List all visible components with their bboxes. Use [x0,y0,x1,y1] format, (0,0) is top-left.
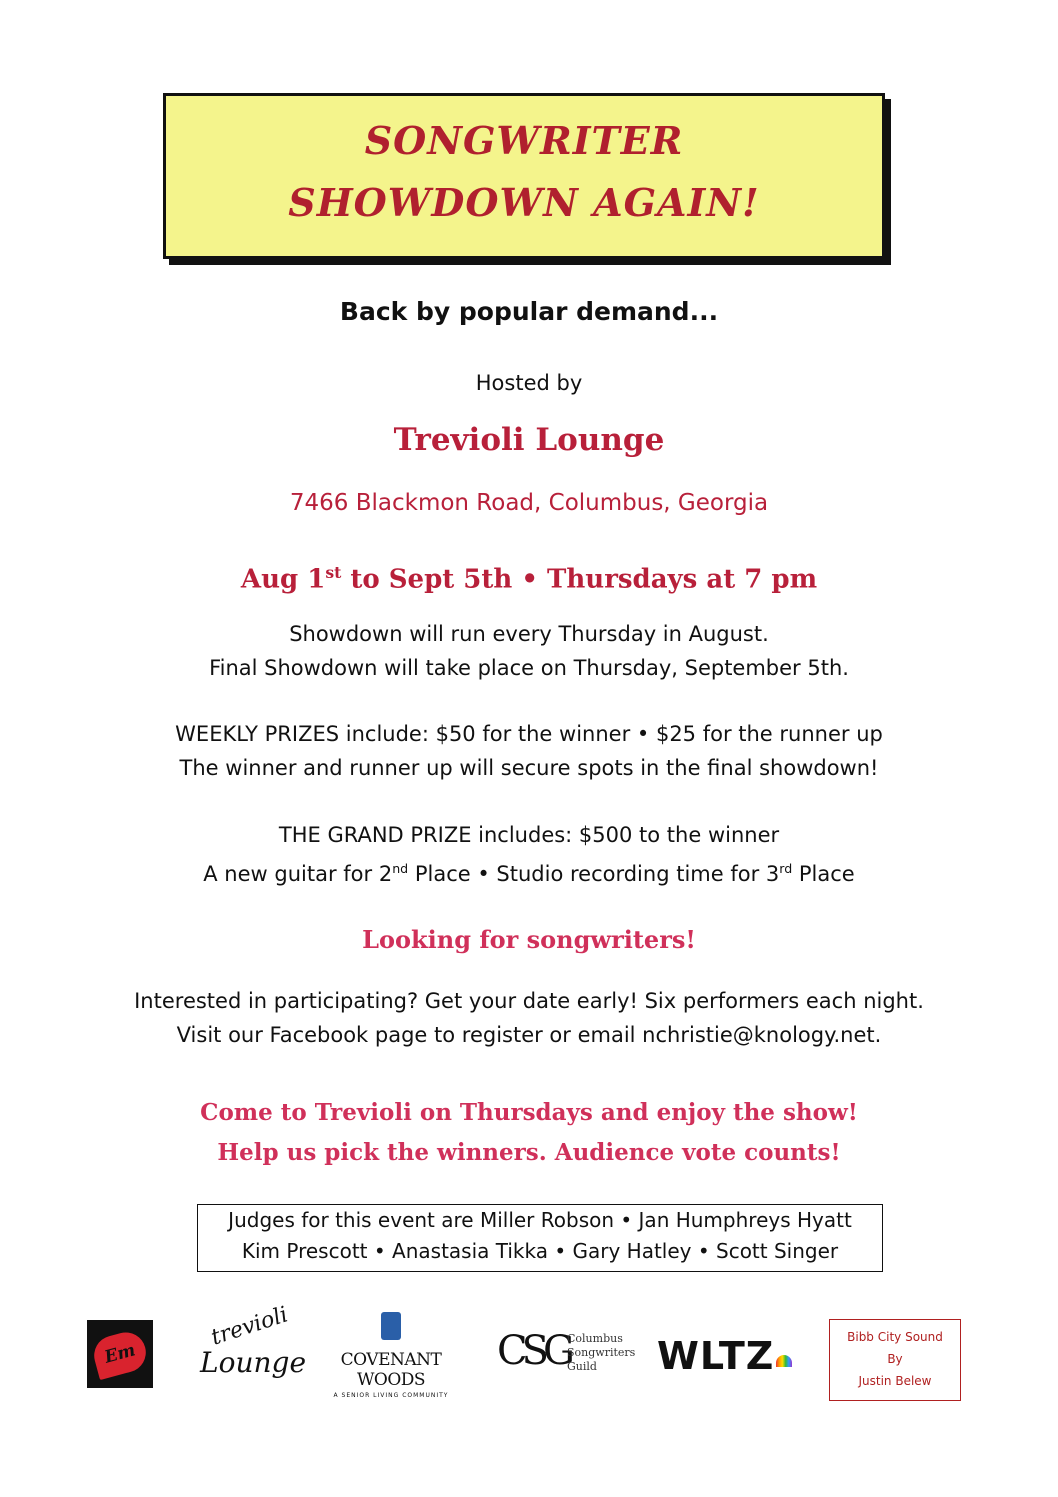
grand-place: Place [792,862,855,886]
looking-heading: Looking for songwriters! [362,925,696,954]
em-logo [87,1320,153,1388]
grand-line-2 [0,852,1058,891]
grand-prize [0,818,1058,891]
grand-line-1: THE GRAND PRIZE includes: $500 to the winner [278,823,780,847]
schedule-line-2: Final Showdown will take place on Thursday, September 5th. [209,656,849,680]
grand-third: Place • Studio recording time for 3 [408,862,780,886]
csg-text-1: Columbus [567,1332,623,1345]
title-banner [163,93,885,259]
trevioli-logo-top: trevioli [208,1302,292,1351]
csg-mark: CSG [497,1328,569,1374]
judges-box [197,1204,883,1272]
venue-address: 7466 Blackmon Road, Columbus, Georgia [289,490,769,516]
trevioli-lounge-logo [200,1302,307,1390]
weekly-line-1: WEEKLY PRIZES include: $50 for the winner • $25 for the runner up [175,722,883,746]
weekly-prizes [0,717,1058,785]
wltz-text: WLTZ [657,1334,775,1378]
covenant-woods-logo [318,1312,464,1399]
bibb-line-1: Bibb City Sound [847,1330,943,1344]
venue-name: Trevioli Lounge [393,422,665,458]
bibb-city-sound-logo [829,1319,961,1401]
trevioli-logo-bottom: Lounge [200,1346,307,1379]
banner-line-2: SHOWDOWN AGAIN! [288,180,760,225]
come-line-2: Help us pick the winners. Audience vote counts! [217,1139,841,1166]
dates-start-suffix: st [325,563,342,582]
csg-text [567,1332,635,1374]
schedule-line-1: Showdown will run every Thursday in August. [289,622,769,646]
grand-second-suffix: nd [392,861,409,876]
grand-second: A new guitar for 2 [203,862,393,886]
come-text [0,1093,1058,1173]
weekly-line-2: The winner and runner up will secure spots in the final showdown! [179,756,879,780]
csg-logo [493,1318,638,1403]
event-dates [0,563,1058,595]
tagline: Back by popular demand... [339,297,719,326]
schedule-text [0,617,1058,685]
dates-start: Aug 1 [240,564,326,595]
judges-line-2: Kim Prescott • Anastasia Tikka • Gary Hatley • Scott Singer [241,1239,839,1263]
wltz-logo [657,1334,797,1384]
come-line-1: Come to Trevioli on Thursdays and enjoy the show! [200,1099,858,1126]
participate-line-2: Visit our Facebook page to register or email nchristie@knology.net. [176,1023,882,1047]
participate-text [0,984,1058,1052]
grand-third-suffix: rd [779,861,793,876]
participate-line-1: Interested in participating? Get your date early! Six performers each night. [134,989,924,1013]
covenant-name: COVENANT WOODS [340,1350,442,1390]
hosted-by: Hosted by [475,371,583,395]
dates-rest: to Sept 5th • Thursdays at 7 pm [341,564,818,595]
csg-text-2: Songwriters [567,1346,636,1359]
em-logo-mark: Em [90,1328,151,1380]
covenant-badge-icon [381,1312,401,1340]
covenant-sub: A SENIOR LIVING COMMUNITY [333,1392,449,1399]
bibb-line-2: By [887,1352,903,1366]
peacock-icon [776,1355,792,1367]
judges-line-1: Judges for this event are Miller Robson • Jan Humphreys Hyatt [228,1208,852,1232]
banner-line-1: SONGWRITER [364,118,684,163]
bibb-line-3: Justin Belew [858,1374,932,1388]
csg-text-3: Guild [567,1360,597,1373]
